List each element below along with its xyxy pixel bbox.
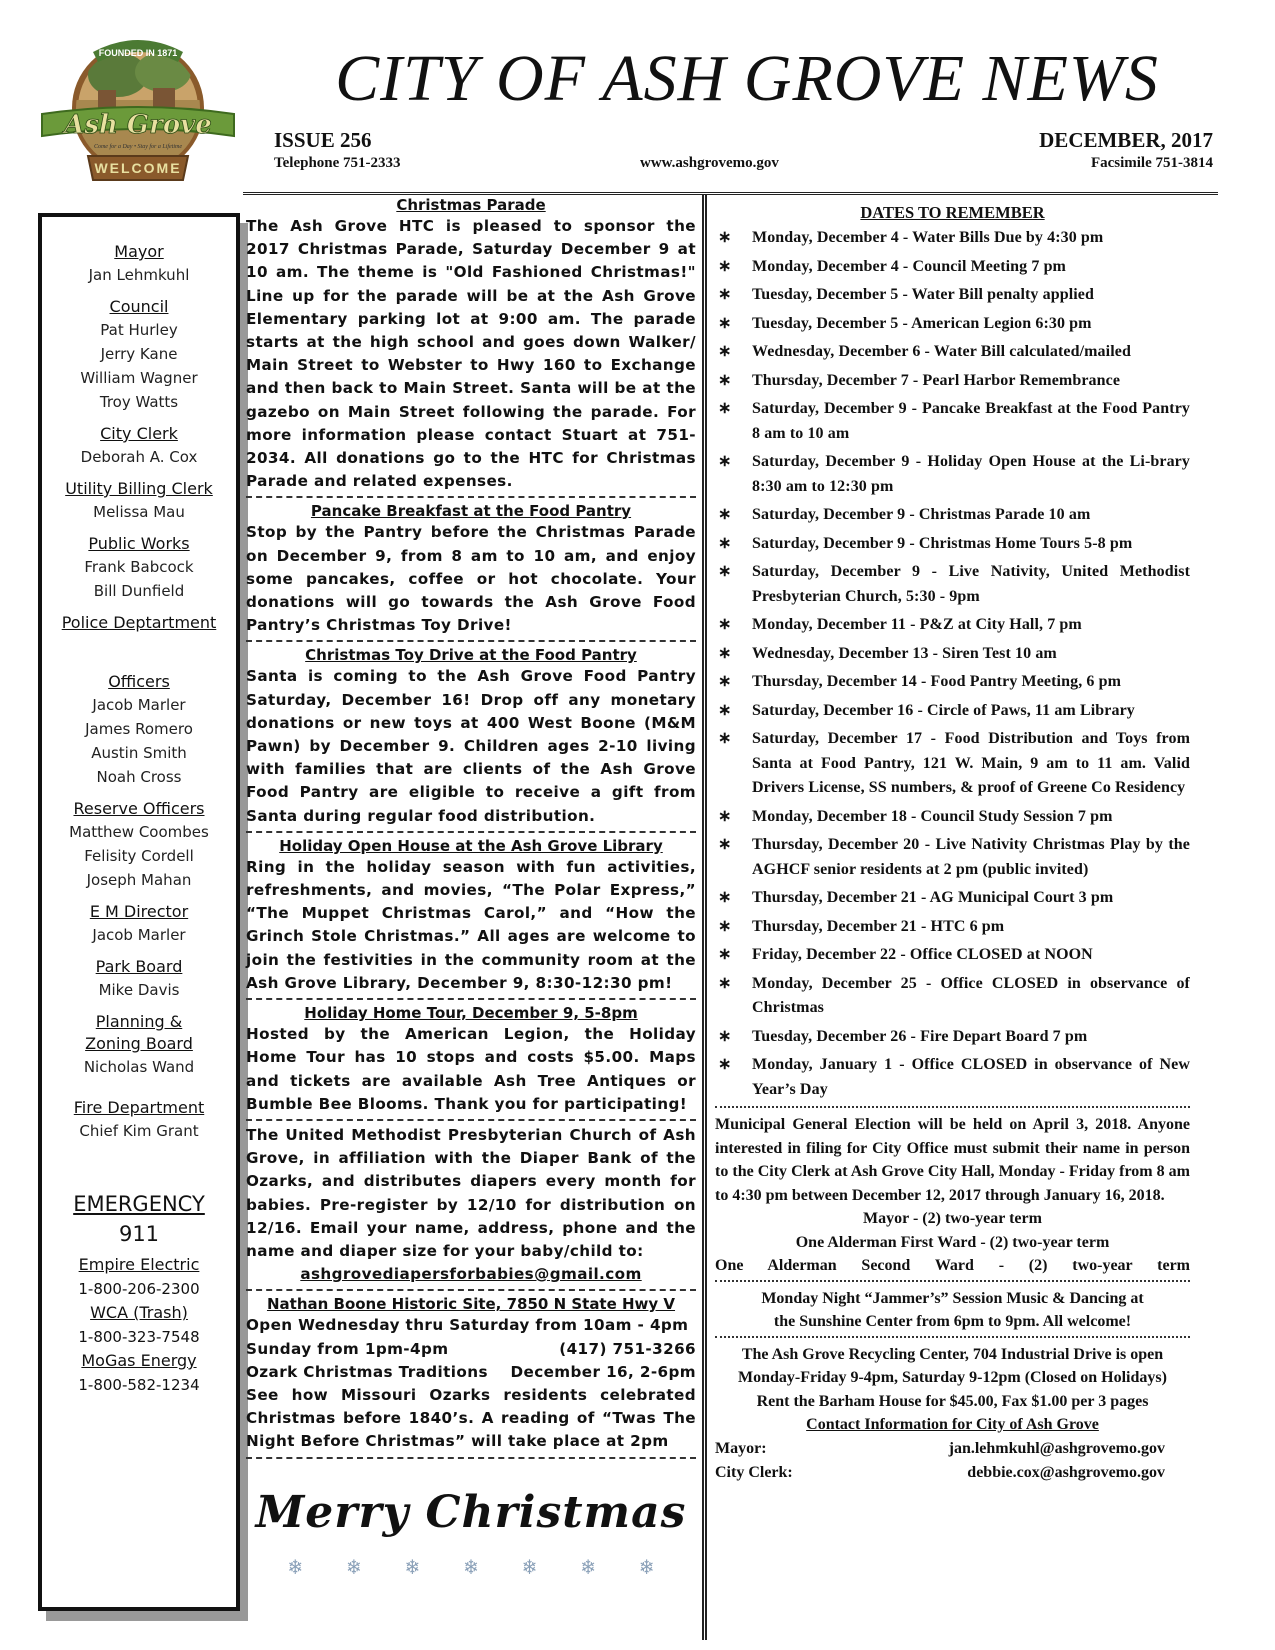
contact-email-link[interactable]: jan.lehmkuhl@ashgrovemo.gov xyxy=(948,1439,1165,1457)
date-text: Monday, December 11 - P&Z at City Hall, 7 pm xyxy=(752,616,1082,633)
snowflake-icon: ❄ xyxy=(464,1554,478,1580)
bullet-icon: ∗ xyxy=(718,673,732,690)
election-body: Municipal General Election will be held on April 3, 2018. Anyone interested in filing for City Office must submit their name in person to the City Clerk at Ash Grove City Hall, Monday - Friday from 8 am to 4:30 pm between December 12, 2017 through January 16, 2018. xyxy=(715,1116,1190,1204)
date-text: Monday, December 4 - Council Meeting 7 pm xyxy=(752,257,1066,275)
date-text: Wednesday, December 6 - Water Bill calculated/mailed xyxy=(752,343,1131,360)
date-item xyxy=(715,1053,1190,1102)
bullet-icon: ∗ xyxy=(718,1056,732,1073)
date-text: Saturday, December 9 - Pancake Breakfast at the Food Pantry 8 am to 10 am xyxy=(752,400,1190,442)
sidebar-heading: Public Works xyxy=(88,534,190,553)
boone-sunday-row xyxy=(246,1338,696,1361)
date-text: Thursday, December 14 - Food Pantry Meeting, 6 pm xyxy=(752,673,1122,690)
recycling-line: Monday-Friday 9-4pm, Saturday 9-12pm (Closed on Holidays) xyxy=(738,1369,1167,1386)
utility-name: MoGas Energy xyxy=(81,1351,197,1370)
sidebar-heading: E M Director xyxy=(89,902,189,921)
date-text: Tuesday, December 5 - Water Bill penalty applied xyxy=(752,286,1095,303)
date-item xyxy=(715,886,1190,911)
bullet-icon: ∗ xyxy=(718,257,732,275)
logo-founded: FOUNDED IN 1871 xyxy=(98,48,178,58)
article-title: Nathan Boone Historic Site, 7850 N State Hwy V xyxy=(266,1295,676,1314)
contact-role: Mayor: xyxy=(715,1439,767,1457)
news-column xyxy=(246,195,696,1580)
bullet-icon: ∗ xyxy=(718,917,732,935)
sidebar-section-utility-billing xyxy=(42,478,236,524)
sidebar-name: Deborah A. Cox xyxy=(80,448,198,466)
date-item xyxy=(715,369,1190,394)
date-item xyxy=(715,255,1190,280)
sidebar-heading: Fire Department xyxy=(73,1098,205,1117)
article-body: The Ash Grove HTC is pleased to sponsor the 2017 Christmas Parade, Saturday December 9 at 10 am. The theme is "Old Fashioned Christmas!" Line up for the parade will be at the Ash Grove Elementary parking lot at 9:00 am. The parade starts at the high school and goes down Walker/ Main Street to Webster to Hwy 160 to Exchange and then back to Main Street. Santa will be at the gazebo on Main Street following the parade. For more information please contact Stuart at 751-2034. All donations go to the HTC for Christmas Parade and related expenses. xyxy=(246,217,696,491)
sidebar-name: Matthew Coombes xyxy=(69,823,209,841)
sidebar-heading: Police Deptartment xyxy=(61,613,217,632)
sidebar-heading: Reserve Officers xyxy=(73,799,205,818)
bullet-icon: ∗ xyxy=(718,701,732,719)
date-item xyxy=(715,312,1190,337)
article-body: Ring in the holiday season with fun activities, refreshments, and movies, “The Polar Express,” “The Muppet Christmas Carol,” and “How the Grinch Stole Christmas.” All ages are welcome to join the festivities in the community room at the Ash Grove Library, December 9, 8:30-12:30 pm! xyxy=(246,857,696,992)
boone-traditions-row xyxy=(246,1361,696,1384)
sidebar-name: Jan Lehmkuhl xyxy=(88,266,190,284)
date-text: Friday, December 22 - Office CLOSED at NOON xyxy=(752,946,1093,963)
dates-heading: DATES TO REMEMBER xyxy=(860,203,1045,222)
bullet-icon: ∗ xyxy=(718,807,732,825)
utility-name: Empire Electric xyxy=(78,1255,200,1274)
date-text: Saturday, December 9 - Christmas Home Tours 5-8 pm xyxy=(752,534,1133,552)
sidebar-name: Melissa Mau xyxy=(93,503,185,521)
date-item xyxy=(715,532,1190,557)
date-item xyxy=(715,613,1190,638)
date-text: Thursday, December 7 - Pearl Harbor Remembrance xyxy=(752,371,1121,389)
date-item xyxy=(715,670,1190,695)
snowflake-icon: ❄ xyxy=(522,1554,537,1580)
diaper-email-link[interactable]: ashgrovediapersforbabies@gmail.com xyxy=(300,1265,642,1284)
date-item xyxy=(715,1025,1190,1050)
sidebar-section-fire xyxy=(42,1097,236,1143)
date-text: Tuesday, December 5 - American Legion 6:30 pm xyxy=(752,314,1092,332)
date-text: Monday, January 1 - Office CLOSED in observance of New Year’s Day xyxy=(752,1056,1190,1098)
snowflake-icon: ❄ xyxy=(288,1554,302,1580)
date-item xyxy=(715,283,1190,308)
bullet-icon: ∗ xyxy=(718,616,732,633)
bullet-icon: ∗ xyxy=(718,343,732,360)
sidebar-section-park-board xyxy=(42,956,236,1002)
sidebar-heading: Mayor xyxy=(114,242,164,261)
logo-welcome: WELCOME xyxy=(94,160,182,176)
sidebar-name: James Romero xyxy=(85,720,193,738)
sidebar-heading: Officers xyxy=(108,672,170,691)
sidebar-name: Felisity Cordell xyxy=(84,847,194,865)
date-text: Thursday, December 20 - Live Nativity Christmas Play by the AGHCF senior residents at 2 pm (public invited) xyxy=(752,836,1190,878)
sidebar-section-police xyxy=(42,612,236,662)
sidebar-name: Jerry Kane xyxy=(100,345,178,363)
bullet-icon: ∗ xyxy=(718,286,732,303)
city-logo xyxy=(38,30,238,200)
sidebar-name: Nicholas Wand xyxy=(83,1058,195,1076)
election-notice xyxy=(715,1106,1190,1278)
rental-line: Rent the Barham House for $45.00, Fax $1.00 per 3 pages xyxy=(756,1392,1149,1410)
date-item xyxy=(715,226,1190,251)
sidebar-name: Jacob Marler xyxy=(92,696,186,714)
sidebar-section-em-director xyxy=(42,901,236,947)
date-text: Saturday, December 17 - Food Distribution and Toys from Santa at Food Pantry, 121 W. Main, 9 am to 11 am. Valid Drivers License, SS numbers, & proof of Greene Co Residency xyxy=(752,730,1190,796)
sidebar-section-mayor xyxy=(42,241,236,287)
sidebar-name: Chief Kim Grant xyxy=(79,1122,199,1140)
facsimile: Facsimile 751-3814 xyxy=(1090,155,1213,171)
sidebar-name: Bill Dunfield xyxy=(93,582,185,600)
sidebar-name: Frank Babcock xyxy=(84,558,194,576)
bullet-icon: ∗ xyxy=(718,563,732,580)
logo-name: Ash Grove xyxy=(64,110,212,140)
jammers-line: the Sunshine Center from 6pm to 9pm. All welcome! xyxy=(773,1313,1132,1330)
date-text: Saturday, December 9 - Christmas Parade 10 am xyxy=(752,506,1091,523)
article-title: Christmas Toy Drive at the Food Pantry xyxy=(305,646,637,665)
sidebar-name: Jacob Marler xyxy=(92,926,186,944)
bullet-icon: ∗ xyxy=(718,730,732,747)
sidebar-heading: City Clerk xyxy=(100,424,178,443)
election-mayor-term: Mayor - (2) two-year term xyxy=(863,1210,1042,1227)
article-body: Santa is coming to the Ash Grove Food Pantry Saturday, December 16! Drop off any monetary donations or new toys at 400 West Boone (M&M Pawn) by December 9. Children ages 2-10 living with families that are clients of the Ash Grove Food Pantry are eligible to receive a gift from Santa during regular food distribution. xyxy=(246,667,696,825)
date-item xyxy=(715,699,1190,724)
issue-number: ISSUE 256 xyxy=(274,128,372,152)
article-toy-drive xyxy=(246,645,696,832)
article-body: Stop by the Pantry before the Christmas Parade on December 9, from 8 am to 10 am, and enjoy some pancakes, coffee or hot chocolate. Your donations will go towards the Ash Grove Food Pantry’s Christmas Toy Drive! xyxy=(246,523,696,635)
contact-row-mayor xyxy=(715,1437,1190,1461)
bullet-icon: ∗ xyxy=(718,400,732,417)
sidebar-name: Noah Cross xyxy=(96,768,182,786)
sidebar-section-planning-zoning xyxy=(42,1011,236,1079)
article-body: See how Missouri Ozarks residents celebrated Christmas before 1840’s. A reading of “Twas The Night Before Christmas” will take place at 2pm xyxy=(246,1385,696,1451)
sidebar-section-officers xyxy=(42,671,236,789)
sidebar-heading: Utility Billing Clerk xyxy=(65,479,213,498)
newsletter-title: CITY OF ASH GROVE NEWS xyxy=(335,42,1159,115)
bullet-icon: ∗ xyxy=(718,889,732,906)
article-title: Christmas Parade xyxy=(396,196,546,214)
bullet-icon: ∗ xyxy=(718,644,732,662)
dates-list xyxy=(715,226,1190,1102)
article-title: Pancake Breakfast at the Food Pantry xyxy=(310,502,632,521)
contact-row-clerk xyxy=(715,1461,1190,1485)
bullet-icon: ∗ xyxy=(718,974,732,992)
contact-heading: Contact Information for City of Ash Grove xyxy=(806,1416,1099,1433)
sidebar-name: Troy Watts xyxy=(99,393,179,411)
date-text: Monday, December 18 - Council Study Session 7 pm xyxy=(752,807,1113,825)
date-text: Monday, December 4 - Water Bills Due by 4:30 pm xyxy=(752,229,1104,246)
issue-date: DECEMBER, 2017 xyxy=(1039,128,1213,152)
snowflake-icon: ❄ xyxy=(640,1554,654,1580)
jammers-notice xyxy=(715,1280,1190,1334)
date-text: Wednesday, December 13 - Siren Test 10 am xyxy=(752,644,1057,662)
emergency-heading: EMERGENCY xyxy=(73,1192,205,1216)
date-item xyxy=(715,833,1190,882)
date-item xyxy=(715,915,1190,940)
boone-traditions-date: December 16, 2-6pm xyxy=(510,1362,696,1381)
date-item xyxy=(715,560,1190,609)
bullet-icon: ∗ xyxy=(718,453,732,470)
utility-phone: 1-800-323-7548 xyxy=(78,1328,200,1346)
date-text: Tuesday, December 26 - Fire Depart Board 7 pm xyxy=(752,1027,1088,1045)
date-item xyxy=(715,805,1190,830)
website-link[interactable]: www.ashgrovemo.gov xyxy=(640,155,779,171)
boone-hours: Open Wednesday thru Saturday from 10am - 4pm xyxy=(246,1316,689,1335)
article-pancake-breakfast xyxy=(246,501,696,642)
logo-tagline: Come for a Day • Stay for a Lifetime xyxy=(93,144,183,150)
article-christmas-parade xyxy=(246,195,696,498)
column-divider xyxy=(702,195,707,1640)
bullet-icon: ∗ xyxy=(718,836,732,853)
election-second-ward: One Alderman Second Ward - (2) two-year term xyxy=(715,1257,1190,1274)
date-item xyxy=(715,642,1190,667)
article-library-open-house xyxy=(246,836,696,1000)
date-text: Thursday, December 21 - AG Municipal Court 3 pm xyxy=(752,889,1114,906)
utility-phone: 1-800-206-2300 xyxy=(78,1280,200,1298)
date-text: Thursday, December 21 - HTC 6 pm xyxy=(752,917,1005,935)
recycling-line: The Ash Grove Recycling Center, 704 Industrial Drive is open xyxy=(741,1345,1164,1363)
snowflake-icon: ❄ xyxy=(405,1554,420,1580)
date-item xyxy=(715,397,1190,446)
sidebar-heading: Planning & Zoning Board xyxy=(85,1012,193,1053)
emergency-number: 911 xyxy=(118,1222,160,1246)
boone-traditions: Ozark Christmas Traditions xyxy=(246,1362,488,1381)
date-text: Monday, December 25 - Office CLOSED in observance of Christmas xyxy=(752,974,1190,1016)
bullet-icon: ∗ xyxy=(718,371,732,389)
bullet-icon: ∗ xyxy=(718,314,732,332)
utility-phone: 1-800-582-1234 xyxy=(78,1376,200,1394)
article-body: Hosted by the American Legion, the Holiday Home Tour has 10 stops and costs $5.00. Maps and tickets are available Ash Tree Antiques or Bumble Bee Blooms. Thank you for participating! xyxy=(246,1025,696,1113)
emergency-section xyxy=(42,1189,236,1397)
snowflake-icon: ❄ xyxy=(581,1554,595,1580)
snowflake-row xyxy=(246,1543,696,1580)
dates-column xyxy=(715,198,1190,1485)
sidebar-name: Mike Davis xyxy=(98,981,180,999)
bullet-icon: ∗ xyxy=(718,534,732,552)
sidebar-section-council xyxy=(42,296,236,414)
article-title: Holiday Home Tour, December 9, 5-8pm xyxy=(304,1004,638,1023)
telephone: Telephone 751-2333 xyxy=(274,155,401,171)
sidebar-heading: Council xyxy=(109,297,169,316)
date-item xyxy=(715,503,1190,528)
date-item xyxy=(715,340,1190,365)
sidebar-section-public-works xyxy=(42,533,236,603)
article-nathan-boone xyxy=(246,1294,696,1458)
sidebar-name: Austin Smith xyxy=(91,744,187,762)
merry-christmas-greeting: Merry Christmas xyxy=(255,1486,687,1538)
snowflake-icon: ❄ xyxy=(347,1554,361,1580)
bullet-icon: ∗ xyxy=(718,229,732,246)
contact-email-link[interactable]: debbie.cox@ashgrovemo.gov xyxy=(967,1463,1165,1481)
date-item xyxy=(715,450,1190,499)
date-item xyxy=(715,727,1190,801)
officials-sidebar xyxy=(38,213,240,1611)
date-text: Saturday, December 16 - Circle of Paws, 11 am Library xyxy=(752,701,1135,719)
sidebar-section-reserve-officers xyxy=(42,798,236,892)
boone-sunday-hours: Sunday from 1pm-4pm xyxy=(246,1339,449,1358)
article-home-tour xyxy=(246,1003,696,1121)
jammers-line: Monday Night “Jammer’s” Session Music & Dancing at xyxy=(761,1289,1144,1307)
date-item xyxy=(715,972,1190,1021)
sidebar-heading: Park Board xyxy=(95,957,183,976)
date-item xyxy=(715,943,1190,968)
recycling-notice xyxy=(715,1336,1190,1485)
article-body: The United Methodist Presbyterian Church of Ash Grove, in affiliation with the Diaper Bank of the Ozarks, and distributes diapers every month for babies. Pre-register by 12/10 for distribution on 12/16. Email your name, address, phone and the name and diaper size for your baby/child to: xyxy=(246,1125,696,1260)
article-title: Holiday Open House at the Ash Grove Library xyxy=(279,836,663,855)
utility-name: WCA (Trash) xyxy=(90,1303,188,1322)
sidebar-name: William Wagner xyxy=(80,369,198,387)
bullet-icon: ∗ xyxy=(718,1027,732,1045)
election-first-ward: One Alderman First Ward - (2) two-year term xyxy=(795,1233,1110,1251)
bullet-icon: ∗ xyxy=(718,506,732,523)
sidebar-name: Pat Hurley xyxy=(100,321,178,339)
sidebar-name: Joseph Mahan xyxy=(86,871,192,889)
date-text: Saturday, December 9 - Live Nativity, United Methodist Presbyterian Church, 5:30 - 9pm xyxy=(752,563,1190,605)
boone-phone: (417) 751-3266 xyxy=(559,1339,696,1358)
sidebar-section-city-clerk xyxy=(42,423,236,469)
contact-role: City Clerk: xyxy=(715,1463,793,1481)
date-text: Saturday, December 9 - Holiday Open House at the Li-brary 8:30 am to 12:30 pm xyxy=(752,453,1190,495)
bullet-icon: ∗ xyxy=(718,946,732,963)
article-diapers xyxy=(246,1124,696,1291)
